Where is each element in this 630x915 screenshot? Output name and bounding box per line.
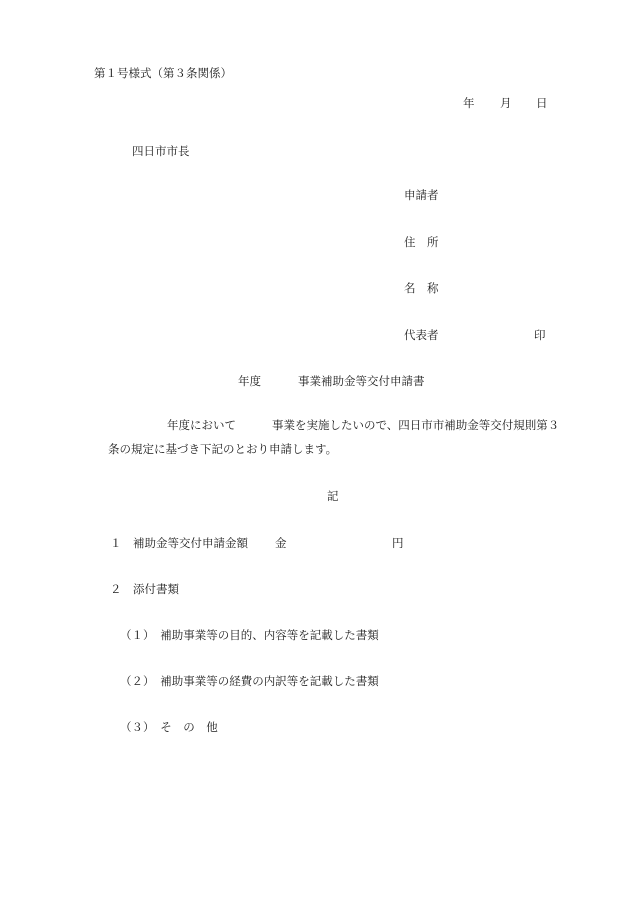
body-line-2: 条の規定に基づき下記のとおり申請します。: [108, 442, 338, 456]
attachment-item-2: （２） 補助事業等の経費の内訳等を記載した書類: [120, 674, 379, 688]
title-text: 事業補助金等交付申請書: [298, 374, 425, 388]
applicant-heading: 申請者: [404, 188, 439, 202]
applicant-name-label: 名 称: [404, 281, 439, 295]
addressee: 四日市市長: [132, 144, 190, 158]
seal-mark: 印: [534, 328, 546, 342]
title-year: 年度: [238, 374, 261, 388]
applicant-representative-label: 代表者: [404, 328, 439, 342]
attachment-item-1: （１） 補助事業等の目的、内容等を記載した書類: [120, 628, 379, 642]
date-year: 年: [463, 96, 475, 110]
item-2-label: ２ 添付書類: [110, 582, 179, 596]
date-day: 日: [536, 96, 548, 110]
item-1-label: １ 補助金等交付申請金額: [110, 536, 248, 550]
ki-heading: 記: [327, 489, 339, 503]
body-line-1: 事業を実施したいので、四日市市補助金等交付規則第３: [272, 418, 560, 432]
item-1-yen: 円: [392, 536, 404, 550]
form-number: 第１号様式（第３条関係）: [94, 66, 232, 80]
date-month: 月: [500, 96, 512, 110]
item-1-kin: 金: [275, 536, 287, 550]
applicant-address-label: 住 所: [404, 235, 439, 249]
attachment-item-3: （３） そ の 他: [120, 720, 218, 734]
body-year-part: 年度において: [167, 418, 236, 432]
